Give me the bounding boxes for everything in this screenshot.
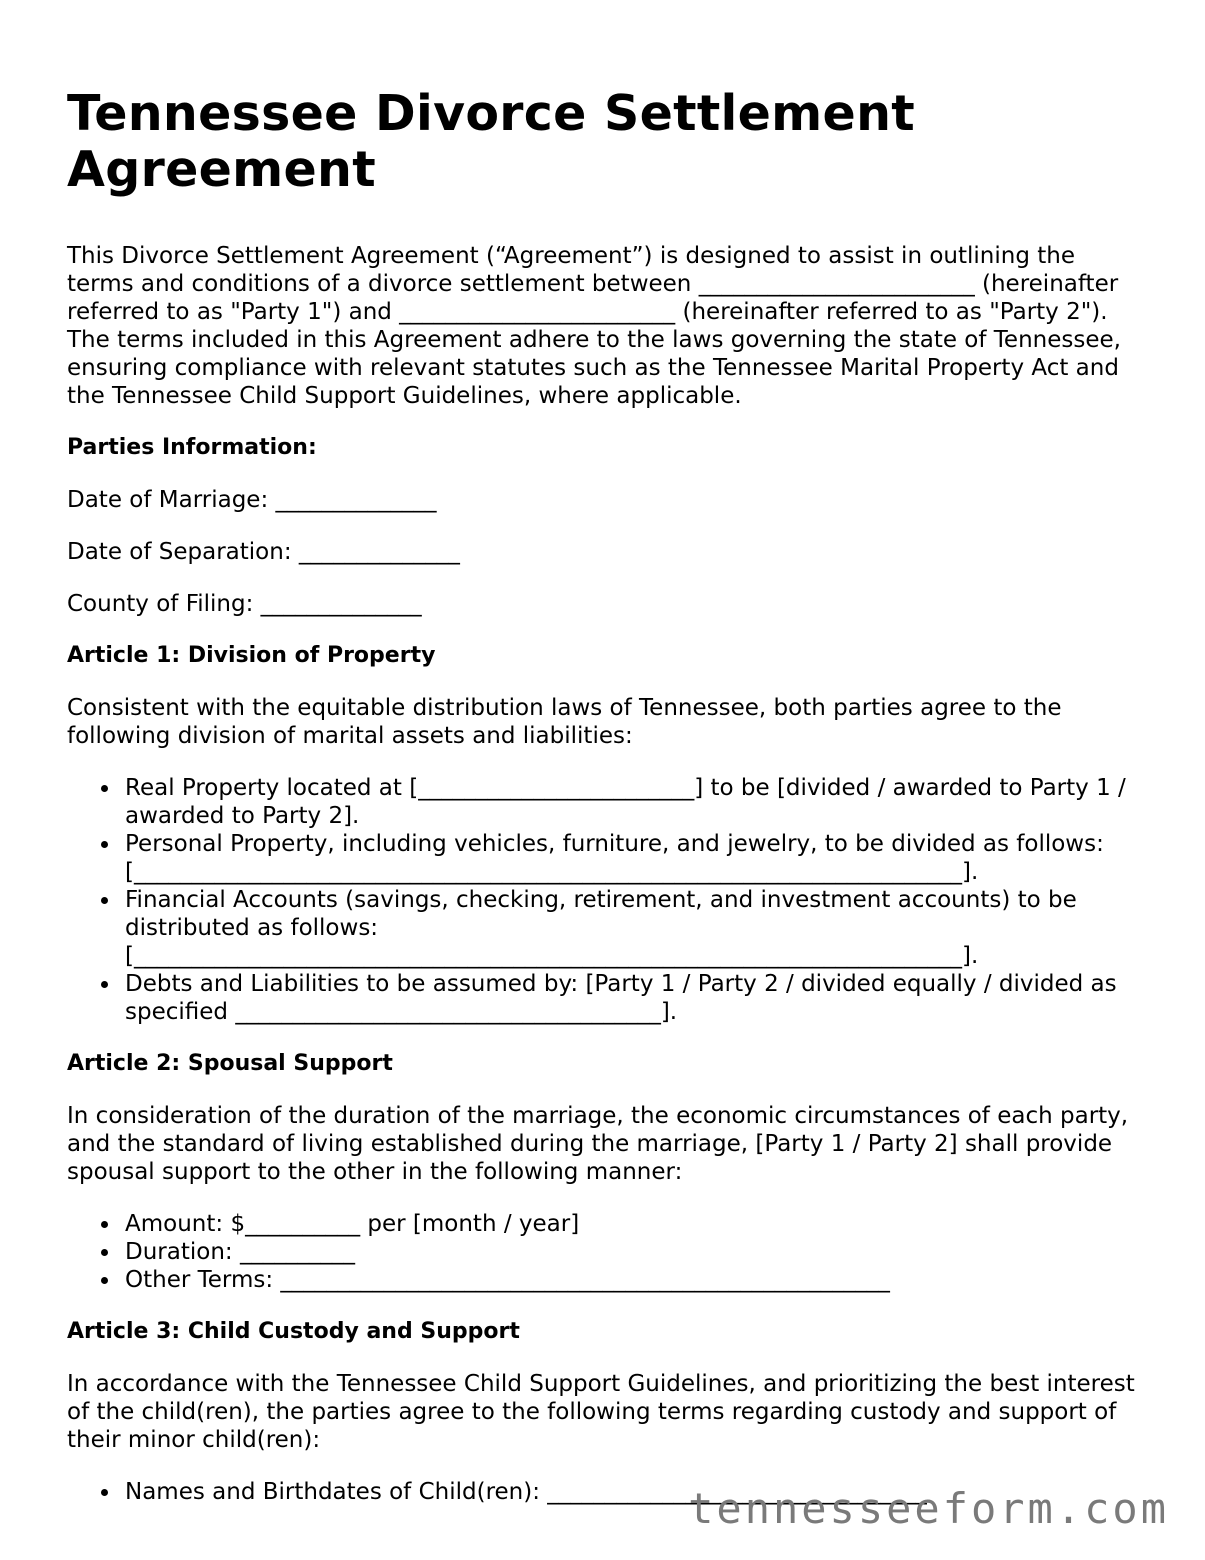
watermark-text: tennesseeform.com — [688, 1484, 1169, 1533]
list-item: Debts and Liabilities to be assumed by: [Party 1 / Party 2 / divided equally / divided as specified _____________________________________]. — [125, 970, 1147, 1026]
list-item: Amount: $__________ per [month / year] — [125, 1210, 1147, 1238]
article-2-list — [67, 1210, 1147, 1294]
article-1-list — [67, 774, 1147, 1026]
list-item: Real Property located at [________________________] to be [divided / awarded to Party 1 / awarded to Party 2]. — [125, 774, 1147, 830]
list-item: Names and Birthdates of Child(ren): _________________________________ — [125, 1478, 1147, 1506]
document-page — [67, 86, 1147, 1530]
date-of-marriage-field: Date of Marriage: ______________ — [67, 487, 437, 513]
article-1-heading: Article 1: Division of Property — [67, 643, 436, 668]
list-item: Financial Accounts (savings, checking, retirement, and investment accounts) to be distributed as follows: [________________________________________________________________________]. — [125, 886, 1147, 970]
parties-heading: Parties Information: — [67, 435, 317, 460]
article-3-text: In accordance with the Tennessee Child Support Guidelines, and prioritizing the best interest of the child(ren), the parties agree to the following terms regarding custody and support of their minor child(ren): — [67, 1371, 1135, 1453]
intro-paragraph: This Divorce Settlement Agreement (“Agreement”) is designed to assist in outlining the terms and conditions of a divorce settlement between ________________________ (hereinafter referred to as "Party 1") and ________________________ (hereinafter referred to as "Party 2"). The terms included in this Agreement adhere to the laws governing the state of Tennessee, ensuring compliance with relevant statutes such as the Tennessee Marital Property Act and the Tennessee Child Support Guidelines, where applicable. — [67, 243, 1121, 409]
list-item: Duration: __________ — [125, 1238, 1147, 1266]
article-3-heading: Article 3: Child Custody and Support — [67, 1319, 520, 1344]
list-item: Other Terms: _____________________________________________________ — [125, 1266, 1147, 1294]
article-2-text: In consideration of the duration of the marriage, the economic circumstances of each party, and the standard of living established during the marriage, [Party 1 / Party 2] shall provide spousal support to the other in the following manner: — [67, 1103, 1129, 1185]
county-of-filing-field: County of Filing: ______________ — [67, 591, 422, 617]
article-1-text: Consistent with the equitable distribution laws of Tennessee, both parties agree to the following division of marital assets and liabilities: — [67, 695, 1062, 749]
document-title: Tennessee Divorce Settlement Agreement — [67, 85, 915, 198]
list-item: Personal Property, including vehicles, furniture, and jewelry, to be divided as follows: [________________________________________________________________________]. — [125, 830, 1147, 886]
date-of-separation-field: Date of Separation: ______________ — [67, 539, 460, 565]
article-2-heading: Article 2: Spousal Support — [67, 1051, 393, 1076]
